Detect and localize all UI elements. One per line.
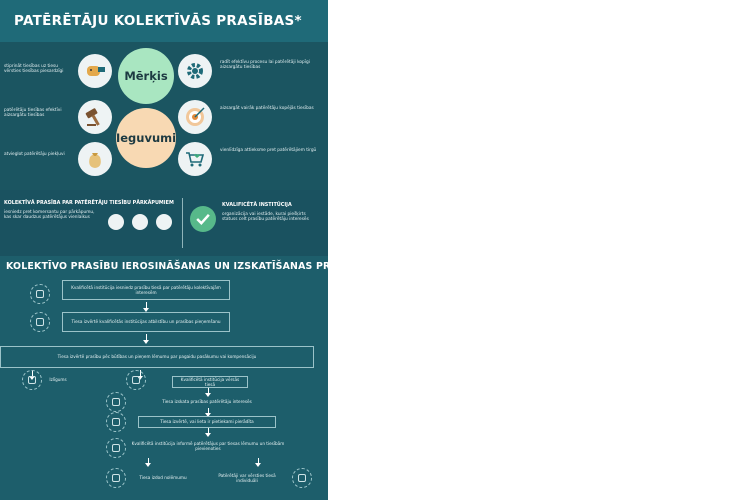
people-group-icon	[292, 468, 312, 488]
left-text-1: stiprināt tiesības uz tiesu vērsties tiesības piesardzīgi	[4, 64, 64, 75]
process-step-8: Tiesa izdod nolēmumu	[139, 475, 187, 481]
process-section	[0, 256, 366, 500]
definitions-section	[0, 190, 328, 256]
gavel-icon	[78, 100, 112, 134]
process-step-settlement: Izlīgums	[49, 377, 67, 383]
handshake-icon	[22, 370, 42, 390]
qualified-institution-title: KVALIFICĒTĀ INSTITŪCIJA	[222, 202, 292, 208]
gains-circle: Ieguvumi	[116, 108, 176, 168]
process-step-9: Patērētāji var vērsties tiesā individuāli	[218, 472, 276, 483]
divider	[182, 198, 183, 248]
title-banner	[0, 0, 328, 42]
collective-claim-title: KOLEKTĪVĀ PRASĪBA PAR PATĒRĒTĀJU TIESĪBU PĀRKĀPUMIEM	[4, 200, 174, 206]
process-step-7: Kvalificētā institūcija informē patērētājus par tiesas lēmumu un tiesībām pievienoties	[131, 440, 285, 451]
process-step-3: Tiesa izvērtē prasību pēc būtības un pieņem lēmumu par pagaidu pasākumu vai kompensāciju	[0, 346, 314, 368]
piggy-bank-icon	[78, 54, 112, 88]
megaphone-icon	[106, 438, 126, 458]
process-step-5: Tiesa izskata prasības patērētāju interesēs	[162, 399, 252, 405]
court-icon	[106, 392, 126, 412]
person-icon	[108, 214, 124, 230]
process-step-4: Kvalificētā institūcija vērsās tiesā	[172, 376, 248, 388]
document-icon	[30, 284, 50, 304]
target-icon	[178, 100, 212, 134]
page-title: PATĒRĒTĀJU KOLEKTĪVĀS PRASĪBAS*	[14, 13, 302, 29]
goals-section	[0, 42, 328, 190]
process-step-6: Tiesa izvērtē, vai lieta ir pietiekami pierādīta	[138, 416, 276, 428]
check-badge-icon	[190, 206, 216, 232]
review-icon	[30, 312, 50, 332]
process-step-1: Kvalificētā institūcija iesniedz prasību tiesā par patērētāju kolektīvajām interesēm	[62, 280, 230, 300]
right-text-1: radīt efektīvu procesu lai patērētāji kopīgi aizsargātu tiesības	[220, 60, 310, 71]
person-icon	[156, 214, 172, 230]
person-icon	[132, 214, 148, 230]
process-step-2: Tiesa izvērtē kvalificētās institūcijas atbilstību un prasības pieņemšanu	[62, 312, 230, 332]
institution-icon	[126, 370, 146, 390]
money-bag-icon	[78, 142, 112, 176]
right-text-2: aizsargāt vairāk patērētāju kopējās tiesības	[220, 106, 314, 111]
scales-icon	[106, 412, 126, 432]
goal-circle: Mērķis	[118, 48, 174, 104]
process-title: KOLEKTĪVO PRASĪBU IEROSINĀŠANAS UN IZSKATĪŠANAS PROCESS	[6, 261, 366, 272]
left-text-3: atvieglot patērētāju piekļuvi	[4, 152, 65, 157]
left-text-2: patērētāju tiesības efektīvi aizsargātu tiesības	[4, 108, 62, 119]
qualified-institution-text: organizācija vai iestāde, kurai piešķirts statuss celt prasību patērētāju interesēs	[222, 212, 309, 223]
right-text-3: vienlīdzīga attieksme pret patērētājiem tirgū	[220, 148, 317, 153]
shopping-cart-icon	[178, 142, 212, 176]
gear-icon	[178, 54, 212, 88]
infographic-poster	[0, 0, 366, 500]
collective-claim-text: iesniedz pret komersantu par pārkāpumu, kas skar daudzus patērētājus vienlaikus	[4, 210, 95, 221]
verdict-icon	[106, 468, 126, 488]
